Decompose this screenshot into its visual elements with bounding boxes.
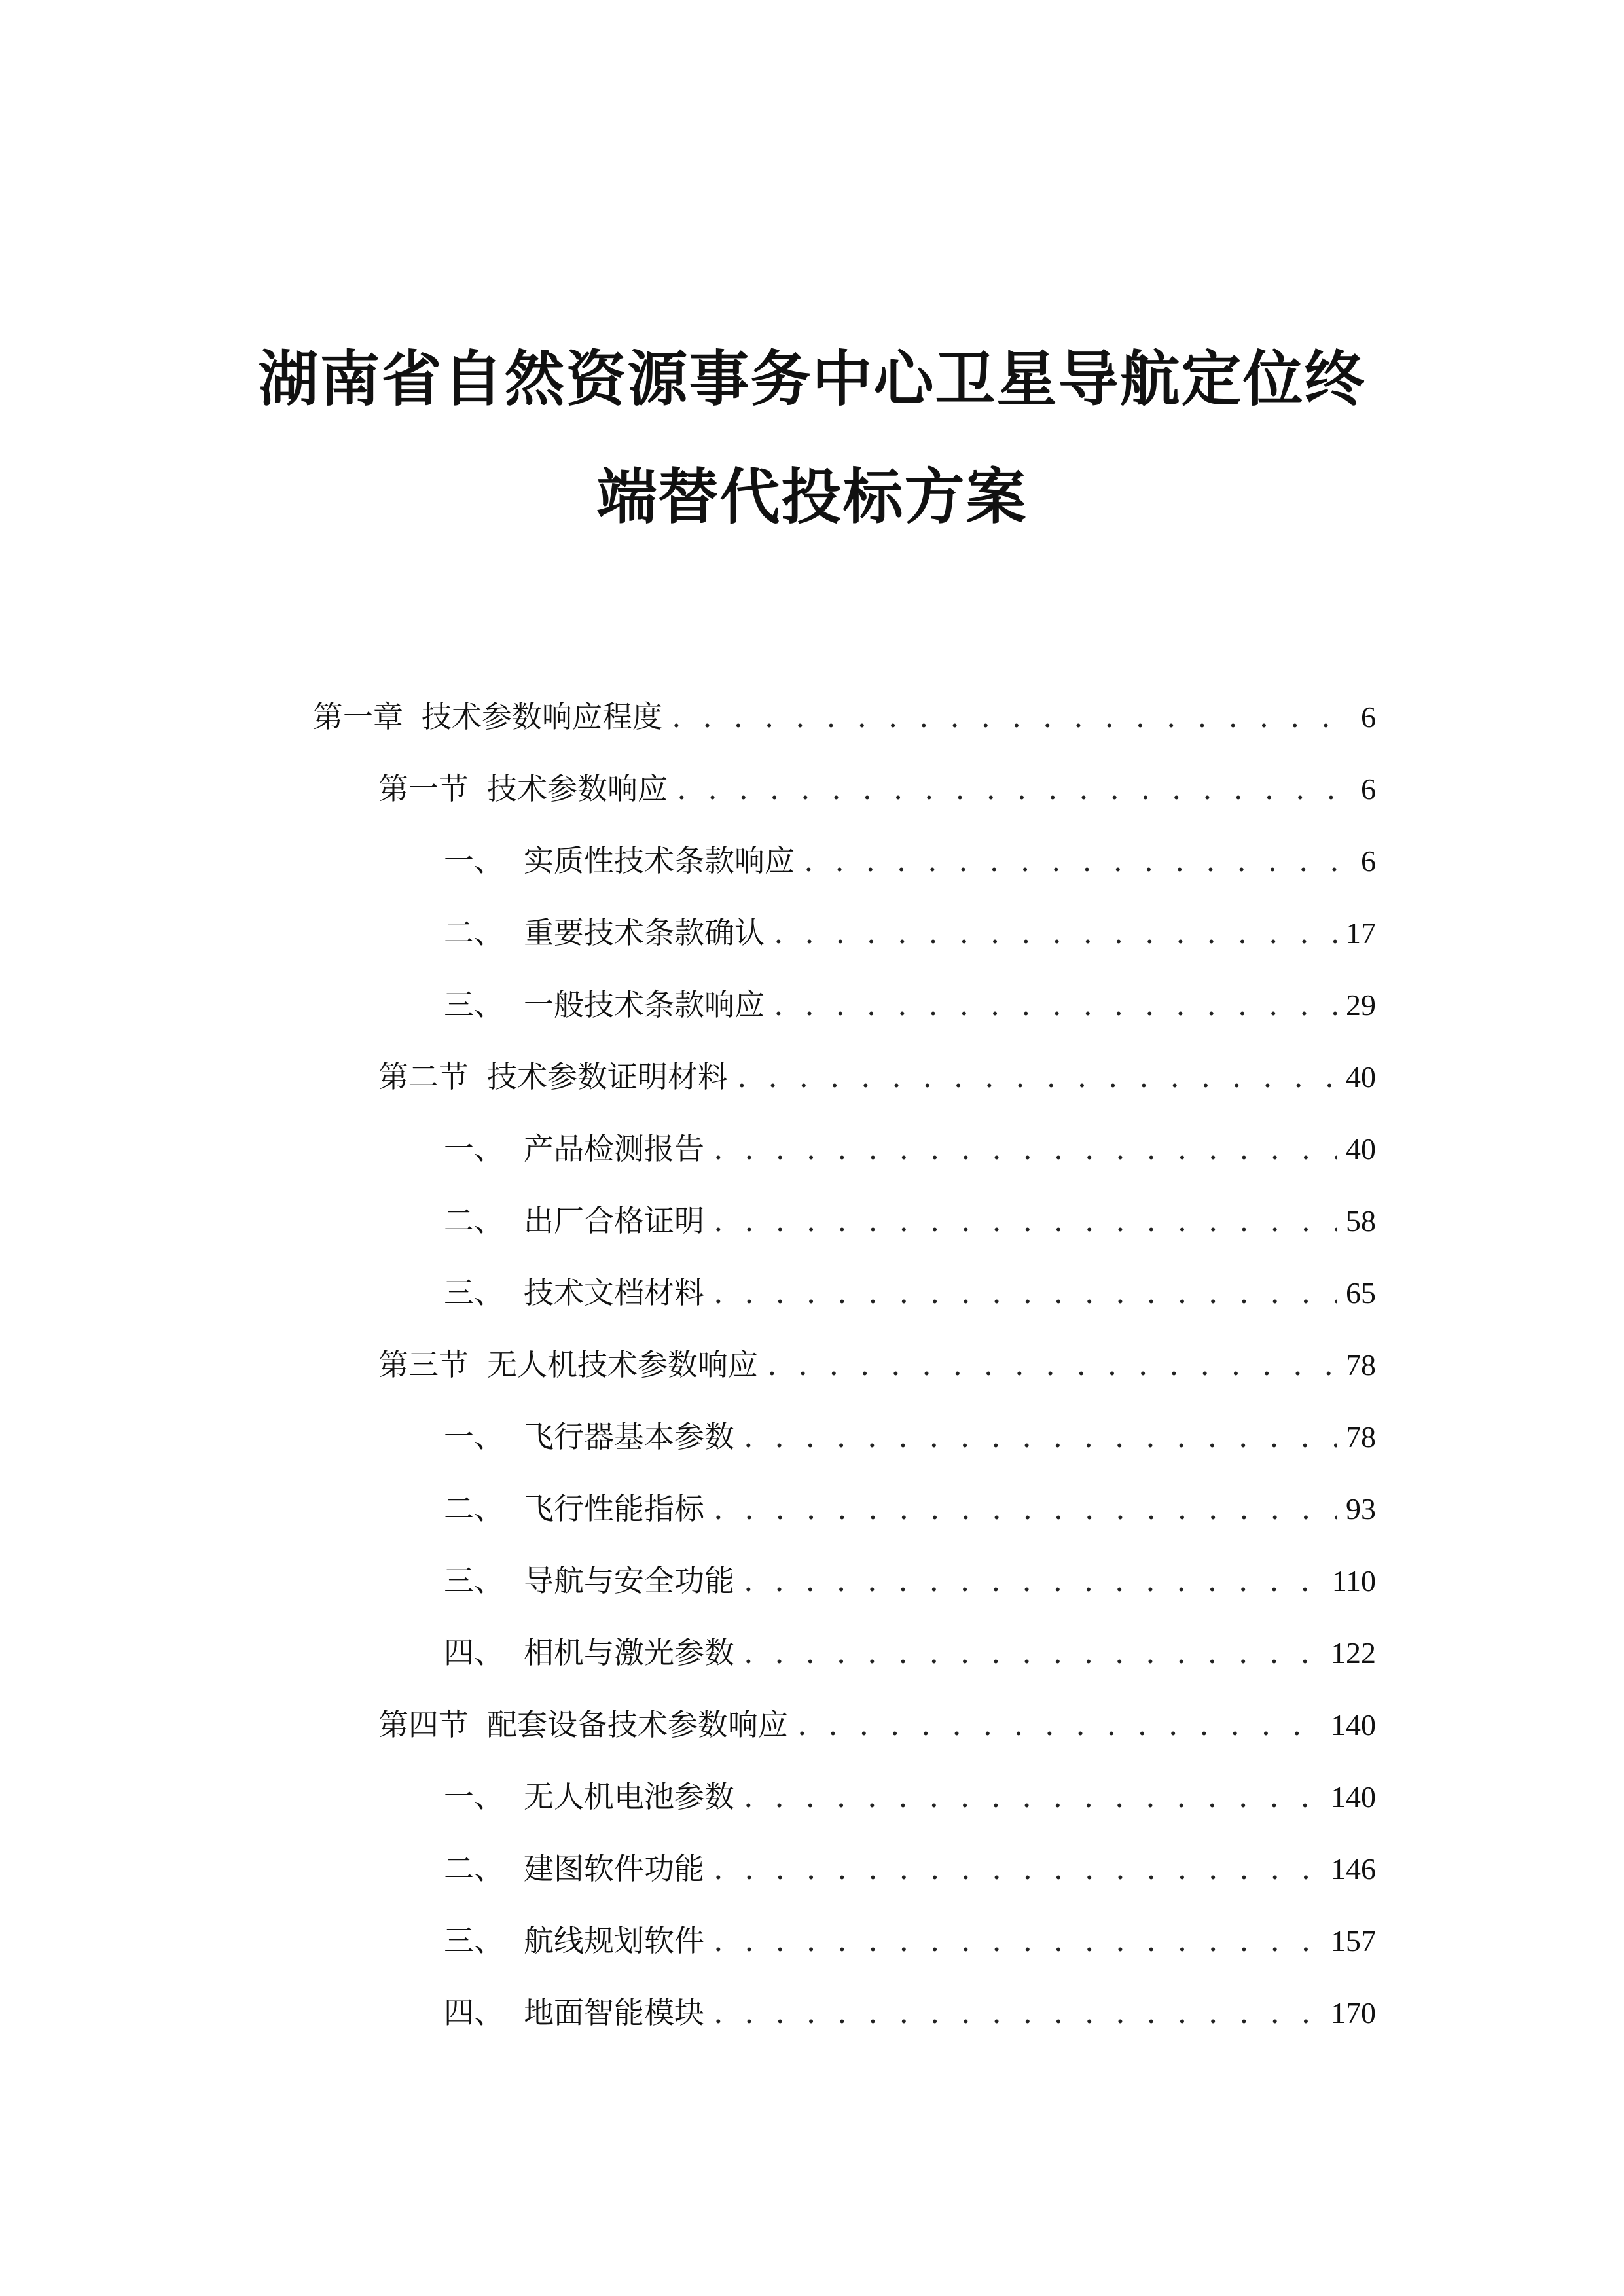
toc-entry-label: 技术文档材料	[524, 1275, 704, 1310]
toc-entry-subsection[interactable]	[444, 1846, 1376, 1892]
toc-entry-page: 6	[1361, 844, 1376, 878]
title-line-2: 端替代投标方案	[596, 462, 1028, 532]
toc-entry-subsection[interactable]	[444, 1990, 1376, 2036]
toc-entry-label: 地面智能模块	[524, 1995, 704, 2030]
toc-entry-subsection[interactable]	[444, 1630, 1376, 1676]
toc-entry-label: 建图软件功能	[524, 1851, 704, 1886]
toc-entry-number: 第四节	[378, 1707, 469, 1742]
document-title	[0, 321, 1624, 556]
toc-entry-number: 一、	[444, 1779, 504, 1814]
toc-entry-number: 二、	[444, 1203, 504, 1238]
toc-entry-label: 实质性技术条款响应	[524, 843, 795, 878]
toc-entry-number: 三、	[444, 1275, 504, 1310]
toc-entry-label: 出厂合格证明	[524, 1203, 704, 1238]
toc-entry-page: 110	[1331, 1564, 1376, 1598]
toc-entry-subsection[interactable]	[444, 1486, 1376, 1532]
toc-entry-section-2[interactable]	[378, 1054, 1376, 1100]
toc-leader-dots	[713, 1126, 1337, 1172]
toc-leader-dots	[713, 1846, 1322, 1892]
toc-entry-number: 三、	[444, 1923, 504, 1958]
toc-entry-page: 140	[1331, 1708, 1376, 1742]
toc-leader-dots	[677, 766, 1352, 812]
toc-entry-label: 航线规划软件	[524, 1923, 704, 1958]
toc-entry-subsection[interactable]	[444, 1270, 1376, 1316]
toc-entry-label: 飞行器基本参数	[524, 1419, 734, 1454]
toc-entry-page: 17	[1346, 916, 1376, 950]
toc-entry-subsection[interactable]	[444, 1918, 1376, 1964]
toc-entry-number: 一、	[444, 843, 504, 878]
toc-entry-chapter-1[interactable]	[313, 694, 1376, 740]
toc-entry-number: 第一章	[313, 699, 403, 734]
toc-entry-subsection[interactable]	[444, 910, 1376, 956]
toc-entry-page: 58	[1346, 1204, 1376, 1238]
toc-entry-page: 170	[1331, 1996, 1376, 2030]
toc-entry-label: 技术参数响应	[487, 771, 668, 806]
toc-entry-number: 四、	[444, 1635, 504, 1670]
toc-entry-number: 三、	[444, 1563, 504, 1598]
toc-leader-dots	[744, 1774, 1322, 1820]
toc-entry-subsection[interactable]	[444, 838, 1376, 884]
toc-entry-subsection[interactable]	[444, 1126, 1376, 1172]
toc-entry-number: 第一节	[378, 771, 469, 806]
toc-entry-label: 产品检测报告	[524, 1131, 704, 1166]
toc-entry-number: 一、	[444, 1419, 504, 1454]
toc-leader-dots	[767, 1342, 1337, 1388]
toc-entry-page: 40	[1346, 1132, 1376, 1166]
toc-entry-subsection[interactable]	[444, 1774, 1376, 1820]
toc-entry-label: 配套设备技术参数响应	[487, 1707, 788, 1742]
toc-leader-dots	[774, 910, 1337, 956]
toc-entry-number: 三、	[444, 987, 504, 1022]
toc-entry-label: 重要技术条款确认	[524, 915, 765, 950]
toc-leader-dots	[774, 982, 1337, 1028]
toc-entry-number: 四、	[444, 1995, 504, 2030]
toc-entry-subsection[interactable]	[444, 1558, 1376, 1604]
toc-entry-subsection[interactable]	[444, 982, 1376, 1028]
toc-entry-number: 第三节	[378, 1347, 469, 1382]
toc-leader-dots	[713, 1486, 1337, 1532]
toc-entry-label: 技术参数响应程度	[422, 699, 662, 734]
toc-entry-label: 无人机技术参数响应	[487, 1347, 758, 1382]
toc-entry-number: 二、	[444, 1491, 504, 1526]
toc-entry-section-3[interactable]	[378, 1342, 1376, 1388]
toc-entry-page: 146	[1331, 1852, 1376, 1886]
toc-entry-subsection[interactable]	[444, 1198, 1376, 1244]
toc-entry-number: 第二节	[378, 1059, 469, 1094]
toc-leader-dots	[713, 1198, 1337, 1244]
toc-entry-page: 157	[1331, 1924, 1376, 1958]
toc-leader-dots	[713, 1918, 1322, 1964]
toc-entry-label: 技术参数证明材料	[487, 1059, 728, 1094]
toc-entry-section-4[interactable]	[378, 1702, 1376, 1748]
toc-leader-dots	[804, 838, 1352, 884]
toc-entry-page: 140	[1331, 1780, 1376, 1814]
toc-entry-page: 78	[1346, 1420, 1376, 1454]
toc-leader-dots	[744, 1558, 1323, 1604]
toc-leader-dots	[797, 1702, 1322, 1748]
toc-entry-page: 122	[1331, 1636, 1376, 1670]
toc-entry-page: 78	[1346, 1348, 1376, 1382]
toc-entry-subsection[interactable]	[444, 1414, 1376, 1460]
toc-entry-label: 一般技术条款响应	[524, 987, 765, 1022]
toc-entry-label: 导航与安全功能	[524, 1563, 734, 1598]
toc-entry-label: 相机与激光参数	[524, 1635, 734, 1670]
toc-entry-number: 一、	[444, 1131, 504, 1166]
toc-entry-page: 65	[1346, 1276, 1376, 1310]
toc-leader-dots	[744, 1630, 1322, 1676]
title-line-1: 湖南省自然资源事务中心卫星导航定位终	[258, 344, 1366, 414]
toc-entry-page: 93	[1346, 1492, 1376, 1526]
toc-leader-dots	[713, 1270, 1337, 1316]
toc-entry-label: 飞行性能指标	[524, 1491, 704, 1526]
toc-entry-page: 29	[1346, 988, 1376, 1022]
toc-entry-page: 40	[1346, 1060, 1376, 1094]
toc-entry-page: 6	[1361, 772, 1376, 806]
toc-leader-dots	[737, 1054, 1337, 1100]
toc-entry-section-1[interactable]	[378, 766, 1376, 812]
toc-entry-page: 6	[1361, 700, 1376, 734]
toc-leader-dots	[744, 1414, 1337, 1460]
toc-leader-dots	[672, 694, 1352, 740]
toc-entry-label: 无人机电池参数	[524, 1779, 734, 1814]
toc-leader-dots	[713, 1990, 1322, 2036]
toc-entry-number: 二、	[444, 915, 504, 950]
toc-entry-number: 二、	[444, 1851, 504, 1886]
